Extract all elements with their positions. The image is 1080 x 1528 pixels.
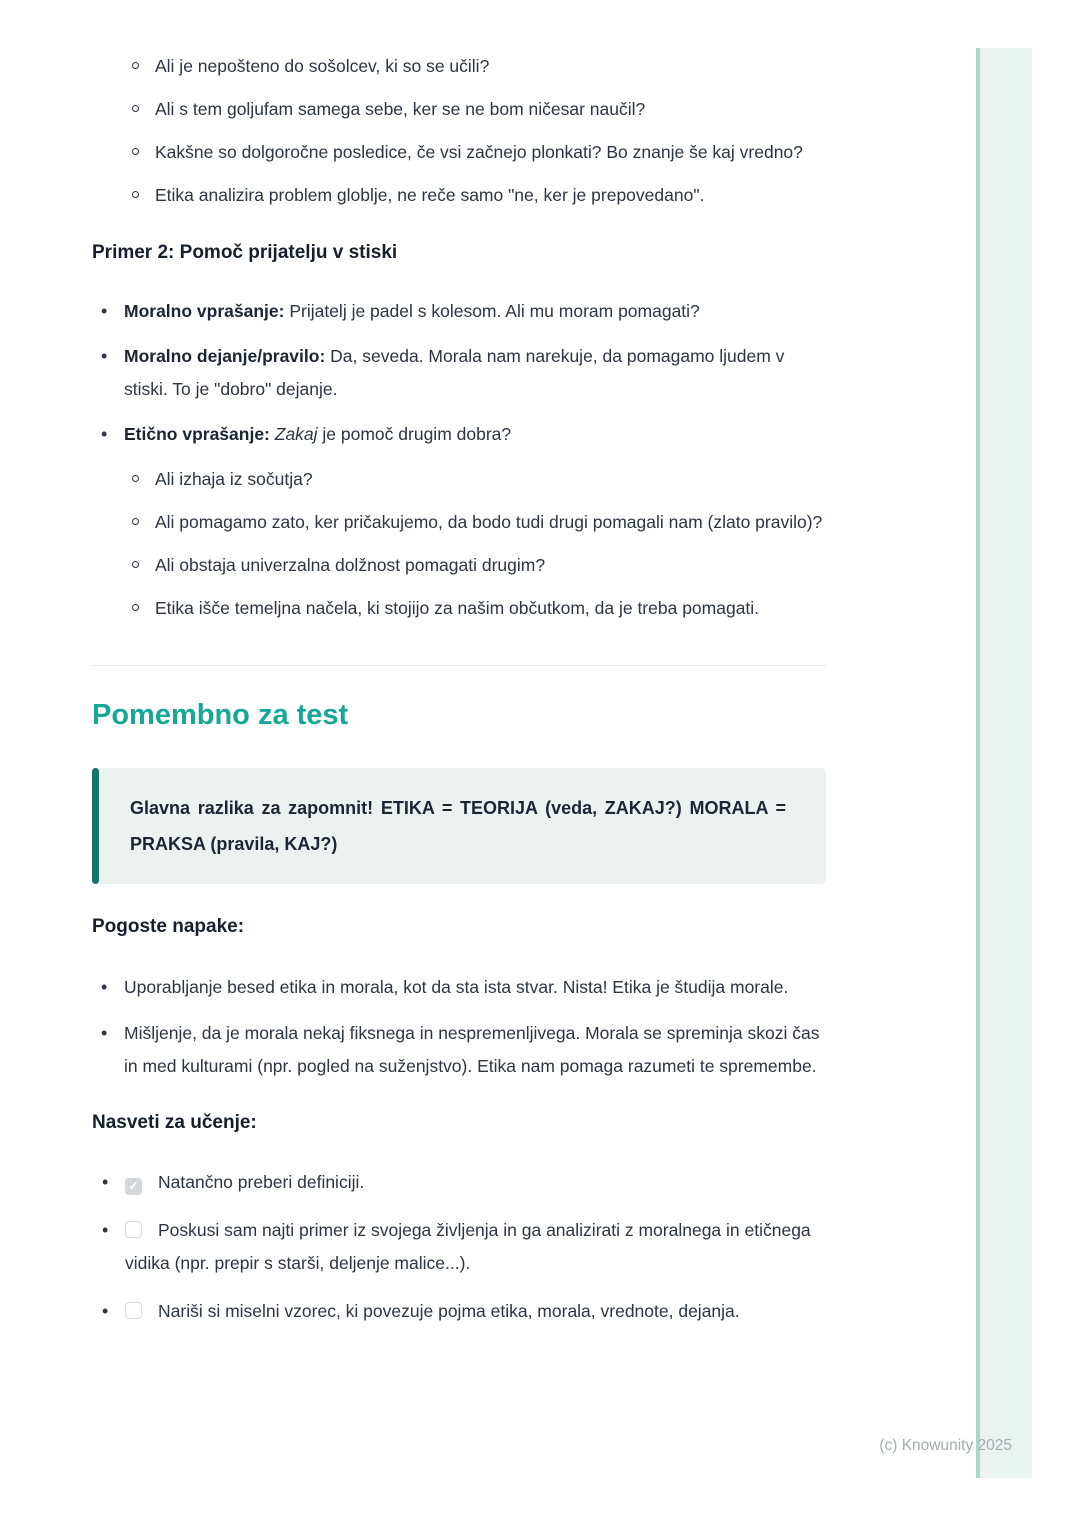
tips-heading: Nasveti za učenje: xyxy=(92,1112,257,1133)
list-item xyxy=(92,295,826,328)
list-item: • Mišljenje, da je morala nekaj fiksnega in nespremenljivega. Morala se spreminja skozi čas in med kulturami (npr. pogled na suženjstvo). Etika nam pomaga razumeti te spremembe. xyxy=(92,1017,826,1083)
section-heading: Pomembno za test xyxy=(92,699,349,731)
intro-bullet-list xyxy=(92,50,826,212)
primer2-heading: Primer 2: Pomoč prijatelju v stiski xyxy=(92,242,398,263)
page-content xyxy=(92,50,826,1343)
primer2-sub-list xyxy=(124,463,826,625)
callout-accent-bar xyxy=(92,768,99,884)
item-text: Da, seveda. Morala nam narekuje, da pomagamo ljudem v stiski. To je "dobro" dejanje. xyxy=(124,346,785,399)
checklist-item xyxy=(92,1214,826,1280)
item-text: je pomoč drugim dobra? xyxy=(317,424,512,444)
list-item: • Uporabljanje besed etika in morala, kot da sta ista stvar. Nista! Etika je študija morale. xyxy=(92,971,826,1004)
mistakes-heading: Pogoste napake: xyxy=(92,916,245,937)
mistakes-list xyxy=(92,971,826,1083)
page-accent-strip xyxy=(976,48,1032,1478)
list-item: Etika analizira problem globlje, ne reče samo "ne, ker je prepovedano". xyxy=(92,179,826,212)
item-text: Poskusi sam najti primer iz svojega življenja in ga analizirati z moralnega in etičnega vidika (npr. prepir s starši, deljenje malice...). xyxy=(125,1220,811,1273)
checkbox-unchecked-icon xyxy=(125,1302,142,1319)
checklist-item xyxy=(92,1295,826,1328)
list-item: Etika išče temeljna načela, ki stojijo za našim občutkom, da je treba pomagati. xyxy=(124,592,826,625)
item-lead: Moralno vprašanje: xyxy=(124,301,285,321)
checkbox-unchecked-icon xyxy=(125,1221,142,1238)
check-icon: • ✓ xyxy=(128,1179,139,1193)
item-lead: Moralno dejanje/pravilo: xyxy=(124,346,326,366)
list-item xyxy=(92,418,826,625)
copyright-watermark: (c) Knowunity 2025 xyxy=(879,1437,1012,1454)
checklist-item xyxy=(92,1166,826,1199)
list-item: Ali s tem goljufam samega sebe, ker se ne bom ničesar naučil? xyxy=(92,93,826,126)
item-text: Prijatelj je padel s kolesom. Ali mu moram pomagati? xyxy=(284,301,700,321)
section-divider xyxy=(92,665,826,666)
list-item: Ali izhaja iz sočutja? xyxy=(124,463,826,496)
primer2-list xyxy=(92,295,826,625)
checkbox-checked-icon xyxy=(125,1178,142,1195)
item-italic: Zakaj xyxy=(269,424,318,444)
tips-checklist xyxy=(92,1166,826,1328)
list-item: Ali pomagamo zato, ker pričakujemo, da bodo tudi drugi pomagali nam (zlato pravilo)? xyxy=(124,506,826,539)
callout-text: Glavna razlika za zapomnit! ETIKA = TEORIJA (veda, ZAKAJ?) MORALA = PRAKSA (pravila, KAJ?) xyxy=(130,798,786,854)
key-callout xyxy=(92,768,826,884)
item-text: Natančno preberi definiciji. xyxy=(158,1172,365,1192)
item-text: Nariši si miselni vzorec, ki povezuje pojma etika, morala, vrednote, dejanja. xyxy=(158,1301,740,1321)
list-item: Kakšne so dolgoročne posledice, če vsi začnejo plonkati? Bo znanje še kaj vredno? xyxy=(92,136,826,169)
list-item: Ali obstaja univerzalna dolžnost pomagati drugim? xyxy=(124,549,826,582)
item-lead: Etično vprašanje: xyxy=(124,424,270,444)
list-item xyxy=(92,340,826,406)
list-item: Ali je nepošteno do sošolcev, ki so se učili? xyxy=(92,50,826,83)
